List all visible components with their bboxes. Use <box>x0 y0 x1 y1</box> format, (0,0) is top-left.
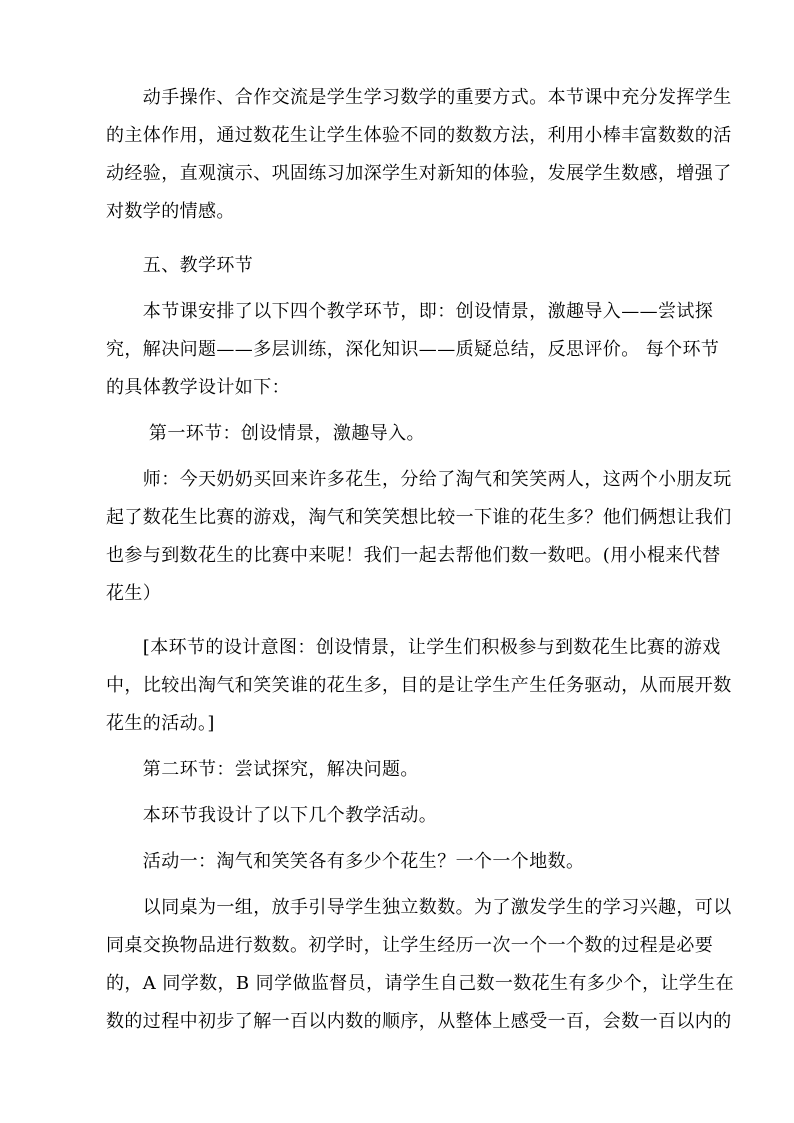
text-line: 花生的活动。] <box>106 713 215 734</box>
text-line: 的主体作用，通过数花生让学生体验不同的数数方法，利用小棒丰富数数的活 <box>106 125 732 146</box>
text-line: 起了数花生比赛的游戏，淘气和笑笑想比较一下谁的花生多？他们俩想让我们 <box>106 507 732 528</box>
heading-teaching-steps: 五、教学环节 <box>106 255 254 276</box>
text-line: 数的过程中初步了解一百以内数的顺序，从整体上感受一百，会数一百以内的 <box>106 1011 732 1032</box>
text-line: 动经验，直观演示、巩固练习加深学生对新知的体验，发展学生数感，增强了 <box>106 163 732 184</box>
paragraph-overview <box>106 293 720 407</box>
paragraph-activity-one-detail <box>106 889 735 1041</box>
text-line: 第二环节：尝试探究，解决问题。 <box>106 759 419 780</box>
text-line: 第一环节：创设情景，激趣导入。 <box>106 423 425 444</box>
paragraph-activities-intro <box>106 797 714 835</box>
text-line: 花生） <box>106 583 162 604</box>
document-body <box>106 79 735 1041</box>
text-line: [本环节的设计意图：创设情景，让学生们积极参与到数花生比赛的游戏 <box>106 637 721 658</box>
paragraph-teacher-intro <box>106 461 732 613</box>
text-line: 的具体教学设计如下： <box>106 377 290 398</box>
subheading-step-two <box>106 751 714 789</box>
text-line: 师：今天奶奶买回来许多花生，分给了淘气和笑笑两人，这两个小朋友玩 <box>106 469 732 490</box>
subheading-step-one <box>106 415 714 453</box>
text-line: 本节课安排了以下四个教学环节，即：创设情景，激趣导入——尝试探 <box>106 301 714 322</box>
text-line: 中，比较出淘气和笑笑谁的花生多，目的是让学生产生任务驱动，从而展开数 <box>106 675 732 696</box>
text-line: 同桌交换物品进行数数。初学时，让学生经历一次一个一个数的过程是必要 <box>106 935 714 956</box>
subheading-activity-one <box>106 843 714 881</box>
text-line: 以同桌为一组，放手引导学生独立数数。为了激发学生的学习兴趣，可以 <box>106 897 732 918</box>
text-line: 活动一：淘气和笑笑各有多少个花生？一个一个地数。 <box>106 851 585 872</box>
text-line: 对数学的情感。 <box>106 201 235 222</box>
text-line: 也参与到数花生的比赛中来呢！我们一起去帮他们数一数吧。(用小棍来代替 <box>106 545 721 566</box>
text-line: 究，解决问题——多层训练，深化知识——质疑总结，反思评价。 每个环节 <box>106 339 720 360</box>
paragraph-summary <box>106 79 732 231</box>
paragraph-design-intent <box>106 629 732 743</box>
text-line: 动手操作、合作交流是学生学习数学的重要方式。本节课中充分发挥学生 <box>106 87 732 108</box>
section-heading <box>106 247 714 285</box>
text-line: 本环节我设计了以下几个教学活动。 <box>106 805 438 826</box>
text-line: 的，A 同学数，B 同学做监督员，请学生自己数一数花生有多少个，让学生在 <box>106 973 735 994</box>
